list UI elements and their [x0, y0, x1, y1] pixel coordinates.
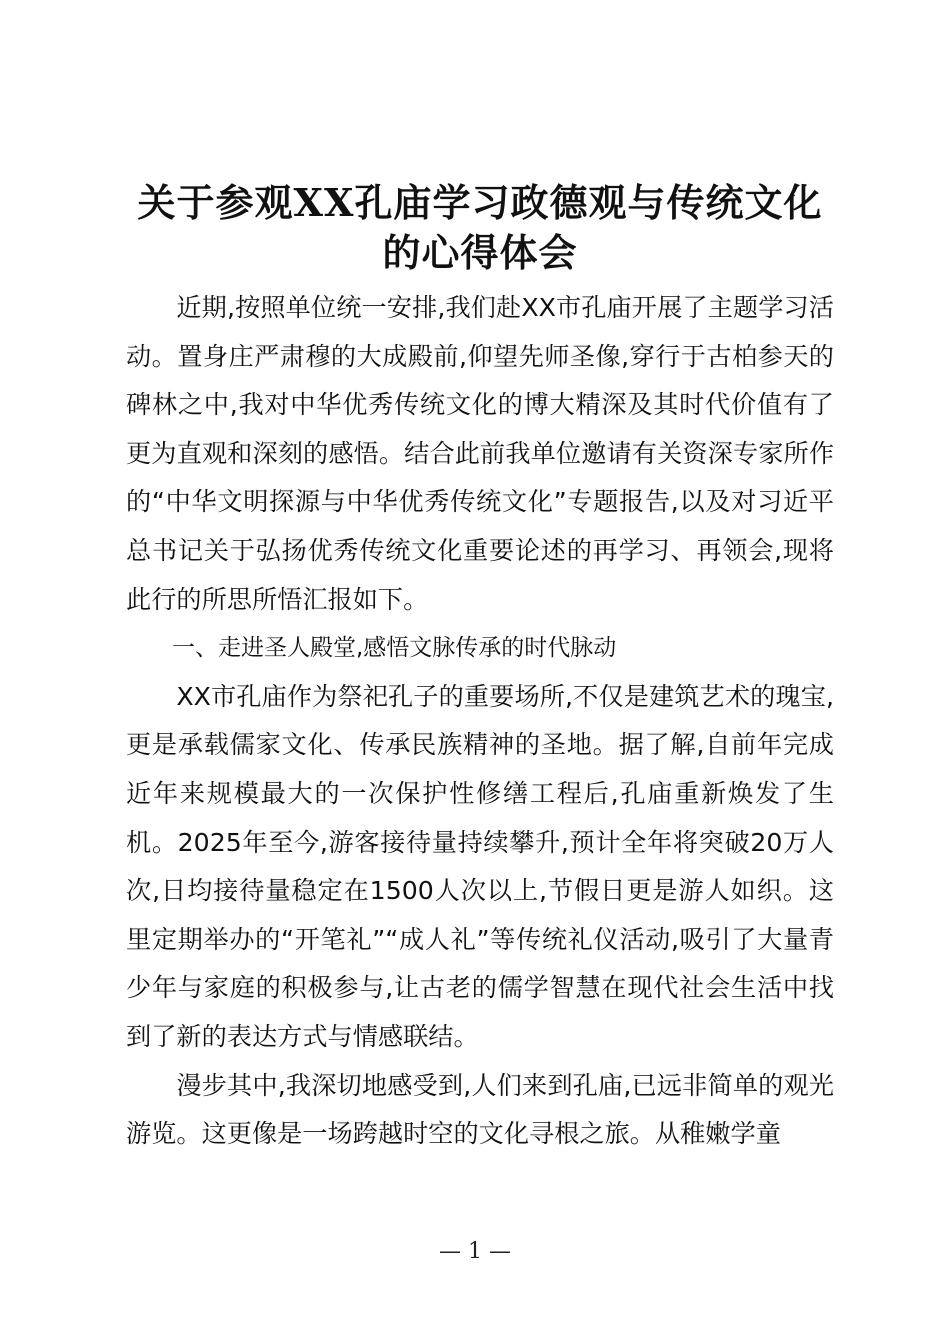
- page-number: — 1 —: [439, 1239, 511, 1264]
- body-paragraph: XX市孔庙作为祭祀孔子的重要场所,不仅是建筑艺术的瑰宝,更是承载儒家文化、传承民族精神的圣地。据了解,自前年完成近年来规模最大的一次保护性修缮工程后,孔庙重新焕发了生机。2025年至今,游客接待量持续攀升,预计全年将突破20万人次,日均接待量稳定在1500人次以上,节假日更是游人如织。这里定期举办的“开笔礼”“成人礼”等传统礼仪活动,吸引了大量青少年与家庭的积极参与,让古老的儒学智慧在现代社会生活中找到了新的表达方式与情感联结。: [126, 681, 834, 1051]
- section-heading: 一、走进圣人殿堂,感悟文脉传承的时代脉动: [172, 635, 617, 662]
- body-paragraph: 漫步其中,我深切地感受到,人们来到孔庙,已远非简单的观光游览。这更像是一场跨越时空的文化寻根之旅。从稚嫩学童: [126, 1070, 834, 1149]
- document-title: 关于参观XX孔庙学习政德观与传统文化的心得体会: [137, 180, 823, 275]
- intro-paragraph: 近期,按照单位统一安排,我们赴XX市孔庙开展了主题学习活动。置身庄严肃穆的大成殿前,仰望先师圣像,穿行于古柏参天的碑林之中,我对中华优秀传统文化的博大精深及其时代价值有了更为直观和深刻的感悟。结合此前我单位邀请有关资深专家所作的“中华文明探源与中华优秀传统文化”专题报告,以及对习近平总书记关于弘扬优秀传统文化重要论述的再学习、再领会,现将此行的所思所悟汇报如下。: [126, 293, 834, 614]
- document-body: [126, 284, 834, 1159]
